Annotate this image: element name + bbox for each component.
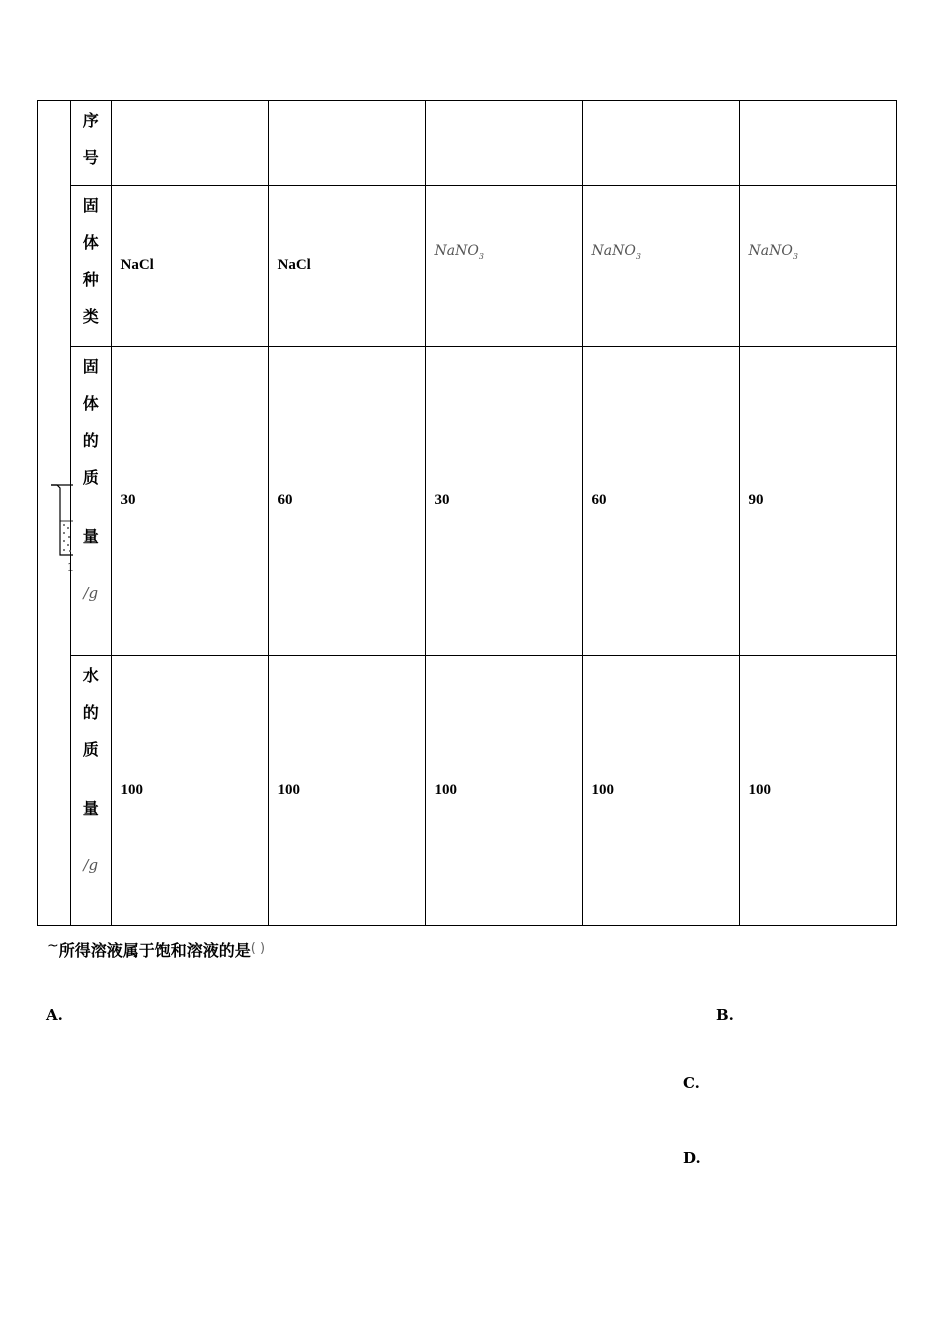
- cell-solid-mass-2: 60: [268, 346, 425, 655]
- data-table: [71, 101, 897, 925]
- cell-solid-mass-4: 60: [582, 346, 739, 655]
- cell-solid-type-2: NaCl: [268, 185, 425, 346]
- cell-solid-type-4: NaNO$_3$: [582, 185, 739, 346]
- cell-serial-1: [111, 101, 268, 185]
- row-label-water-mass: 水 的 质 量 /g: [71, 655, 111, 925]
- option-d[interactable]: D.: [683, 1149, 701, 1167]
- table-row-water-mass: [71, 655, 897, 925]
- cell-water-mass-5: 100: [739, 655, 897, 925]
- cell-water-mass-3: 100: [425, 655, 582, 925]
- cell-solid-type-3: NaNO$_3$: [425, 185, 582, 346]
- cell-solid-mass-5: 90: [739, 346, 897, 655]
- beaker-icon: [51, 483, 73, 558]
- cell-water-mass-4: 100: [582, 655, 739, 925]
- row-label-solid-type: 固 体 种 类: [71, 185, 111, 346]
- data-table-frame: [37, 100, 897, 926]
- table-row-serial: [71, 101, 897, 185]
- cell-water-mass-1: 100: [111, 655, 268, 925]
- cell-serial-4: [582, 101, 739, 185]
- table-row-solid-mass: [71, 346, 897, 655]
- option-a[interactable]: A.: [46, 1006, 63, 1024]
- question-text: ~所得溶液属于饱和溶液的是( ): [47, 938, 266, 960]
- cell-serial-2: [268, 101, 425, 185]
- row-label-solid-mass: 固 体 的 质 量 /g: [71, 346, 111, 655]
- option-b[interactable]: B.: [716, 1006, 734, 1024]
- cell-solid-mass-1: 30: [111, 346, 268, 655]
- beaker-label: 1: [67, 559, 74, 574]
- cell-serial-3: [425, 101, 582, 185]
- row-label-serial: 序 号: [71, 101, 111, 185]
- cell-serial-5: [739, 101, 897, 185]
- cell-solid-mass-3: 30: [425, 346, 582, 655]
- table-row-solid-type: [71, 185, 897, 346]
- option-c[interactable]: C.: [683, 1074, 700, 1092]
- cell-solid-type-1: NaCl: [111, 185, 268, 346]
- side-strip: [38, 101, 74, 925]
- cell-solid-type-5: NaNO$_3$: [739, 185, 897, 346]
- cell-water-mass-2: 100: [268, 655, 425, 925]
